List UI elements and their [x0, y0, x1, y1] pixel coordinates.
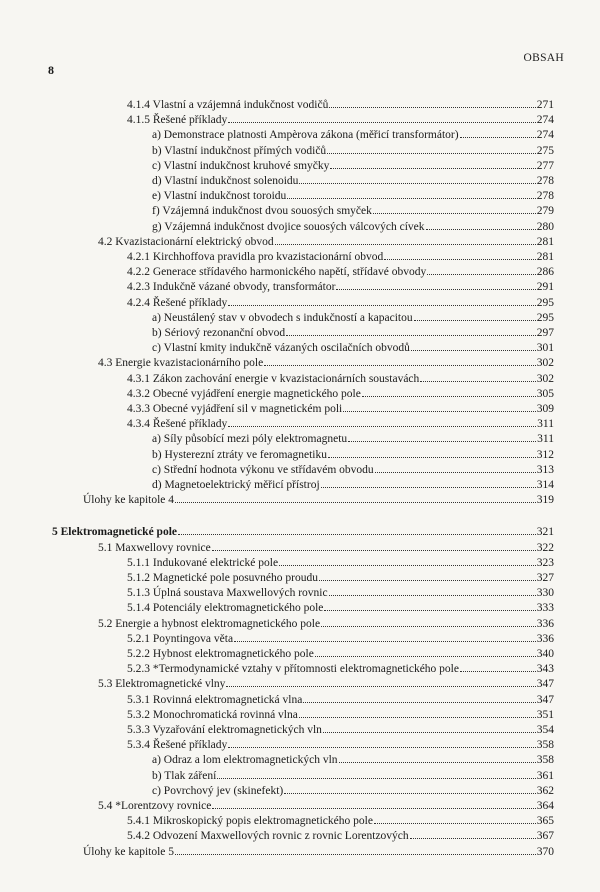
- toc-leader-dots: [212, 540, 536, 551]
- toc-leader-dots: [411, 340, 536, 351]
- toc-entry: [152, 173, 554, 187]
- toc-entry: [152, 310, 554, 324]
- toc-entry-title: f) Vzájemná indukčnost dvou souosých smyček: [152, 205, 372, 218]
- toc-entry-title: 4.3.3 Obecné vyjádření sil v magnetickém poli: [127, 403, 343, 415]
- toc-entry-title: 5.1 Maxwellovy rovnice: [98, 541, 211, 554]
- toc-leader-dots: [384, 249, 536, 260]
- toc-leader-dots: [287, 188, 535, 199]
- toc-leader-dots: [175, 492, 536, 503]
- toc-leader-dots: [343, 401, 536, 412]
- toc-leader-dots: [374, 813, 536, 824]
- toc-entry-title: 5.1.1 Indukované elektrické pole: [127, 556, 279, 569]
- toc-entry-title: b) Hysterezní ztráty ve feromagnetiku: [152, 448, 327, 461]
- toc-entry: [127, 555, 554, 569]
- toc-entry: [98, 616, 554, 630]
- toc-leader-dots: [264, 355, 536, 366]
- toc-entry: [152, 752, 554, 766]
- toc-entry-title: a) Odraz a lom elektromagnetických vln: [152, 754, 338, 767]
- toc-entry-title: 5.4 *Lorentzovy rovnice: [98, 800, 212, 812]
- toc-leader-dots: [328, 447, 536, 458]
- toc-entry: [127, 661, 554, 675]
- toc-entry: [127, 585, 554, 599]
- page-number: 8: [48, 63, 54, 77]
- toc-entry: [98, 355, 554, 369]
- toc-entry-page: 327: [536, 572, 554, 584]
- toc-entry: [152, 127, 554, 141]
- toc-entry-page: 280: [536, 220, 554, 233]
- toc-entry: [127, 112, 554, 126]
- toc-entry: [98, 676, 554, 690]
- toc-entry: [127, 401, 554, 415]
- toc-entry-page: 295: [536, 311, 554, 324]
- toc-entry-title: 4.1.5 Řešené příklady: [127, 114, 228, 127]
- toc-entry-title: 5.3 Elektromagnetické vlny: [98, 678, 226, 691]
- toc-entry-page: 362: [536, 784, 554, 797]
- toc-entry-page: 361: [536, 769, 554, 782]
- toc-entry-page: 347: [536, 693, 554, 706]
- toc-leader-dots: [460, 127, 536, 138]
- toc-entry-title: c) Střední hodnota výkonu ve střídavém obvodu: [152, 463, 374, 476]
- toc-entry-page: 311: [537, 418, 554, 431]
- toc-entry-page: 274: [536, 114, 554, 127]
- toc-entry-title: b) Sériový rezonanční obvod: [152, 327, 286, 339]
- toc-entry-title: 4.2.1 Kirchhoffova pravidla pro kvazistacionární obvod: [127, 251, 384, 263]
- toc-entry: [127, 295, 554, 309]
- toc-entry-page: 365: [536, 815, 554, 828]
- toc-entry: [98, 540, 554, 554]
- toc-entry-page: 305: [536, 387, 554, 400]
- toc-leader-dots: [319, 570, 536, 581]
- toc-entry-title: 5.1.2 Magnetické pole posuvného proudu: [127, 572, 318, 584]
- toc-entry-page: 364: [536, 800, 554, 812]
- toc-entry-page: 281: [536, 251, 554, 263]
- toc-leader-dots: [228, 295, 535, 306]
- toc-entry-title: 5.4.1 Mikroskopický popis elektromagnetického pole: [127, 815, 373, 828]
- toc-entry-title: 5.1.4 Potenciály elektromagnetického pole: [127, 602, 324, 615]
- toc-entry: [52, 524, 554, 538]
- toc-entry-title: 5.1.3 Úplná soustava Maxwellových rovnic: [127, 587, 328, 600]
- toc-entry: [127, 737, 554, 751]
- toc-entry: [83, 844, 554, 858]
- toc-entry-page: 297: [536, 327, 554, 339]
- toc-entry: [127, 813, 554, 827]
- toc-leader-dots: [315, 646, 536, 657]
- toc-entry-page: 312: [536, 448, 554, 461]
- toc-entry: [127, 97, 554, 111]
- toc-entry-title: 5.4.2 Odvození Maxwellových rovnic z rovnic Lorentzových: [127, 830, 409, 843]
- toc-entry-page: 333: [536, 602, 554, 615]
- toc-entry: [127, 692, 554, 706]
- toc-entry: [127, 707, 554, 721]
- toc-entry-page: 322: [536, 541, 554, 554]
- toc-leader-dots: [330, 158, 535, 169]
- toc-entry-page: 309: [536, 403, 554, 415]
- toc-entry-title: 4.3 Energie kvazistacionárního pole: [98, 357, 264, 370]
- toc-leader-dots: [284, 783, 535, 794]
- toc-entry-page: 281: [536, 235, 554, 248]
- toc-entry: [152, 783, 554, 797]
- toc-entry: [127, 722, 554, 736]
- toc-entry-page: 358: [536, 754, 554, 767]
- toc-entry-title: 5 Elektromagnetické pole: [52, 526, 177, 539]
- toc-entry-title: 5.3.4 Řešené příklady: [127, 739, 228, 752]
- toc-entry-title: 4.3.4 Řešené příklady: [127, 418, 228, 431]
- toc-entry-title: 4.3.2 Obecné vyjádření energie magnetického pole: [127, 387, 361, 400]
- toc-entry-page: 275: [536, 144, 554, 157]
- toc-entry-page: 330: [536, 587, 554, 600]
- toc-entry-title: c) Vlastní kmity indukčně vázaných oscilačních obvodů: [152, 342, 410, 355]
- toc-entry: [152, 477, 554, 491]
- toc-leader-dots: [323, 722, 536, 733]
- toc-entry: [152, 325, 554, 339]
- toc-entry: [98, 798, 554, 812]
- toc-leader-dots: [228, 416, 536, 427]
- toc-entry-title: d) Magnetoelektrický měřicí přístroj: [152, 479, 320, 491]
- toc-entry-page: 321: [536, 526, 554, 539]
- toc-entry-title: Úlohy ke kapitole 4: [83, 494, 175, 507]
- toc-entry-page: 358: [536, 739, 554, 752]
- toc-entry: [127, 828, 554, 842]
- toc-leader-dots: [362, 386, 536, 397]
- toc-entry-page: 301: [536, 342, 554, 355]
- toc-entry: [152, 462, 554, 476]
- toc-leader-dots: [324, 600, 535, 611]
- toc-leader-dots: [410, 828, 536, 839]
- toc-entry-title: 5.3.1 Rovinná elektromagnetická vlna: [127, 693, 303, 706]
- toc-entry-title: 4.1.4 Vlastní a vzájemná indukčnost vodičů: [127, 99, 329, 111]
- toc-entry-page: 340: [536, 648, 554, 660]
- toc-leader-dots: [178, 524, 536, 535]
- toc-entry: [98, 234, 554, 248]
- toc-entry-page: 314: [536, 479, 554, 491]
- toc-leader-dots: [286, 325, 536, 336]
- toc-leader-dots: [226, 676, 535, 687]
- toc-leader-dots: [212, 798, 535, 809]
- toc-entry-title: 4.2.3 Indukčně vázané obvody, transformátor: [127, 281, 336, 294]
- toc-entry-title: c) Vlastní indukčnost kruhové smyčky: [152, 159, 330, 172]
- toc-entry-page: 354: [536, 724, 554, 736]
- toc-entry: [152, 143, 554, 157]
- toc-entry-title: d) Vlastní indukčnost solenoidu: [152, 175, 299, 187]
- toc-leader-dots: [327, 143, 536, 154]
- toc-entry: [127, 386, 554, 400]
- toc-leader-dots: [427, 264, 536, 275]
- toc-entry-page: 343: [536, 663, 554, 676]
- toc-leader-dots: [329, 585, 536, 596]
- toc-entry-page: 370: [536, 845, 554, 858]
- toc-leader-dots: [426, 219, 536, 230]
- toc-entry-title: b) Tlak záření: [152, 769, 217, 782]
- toc-leader-dots: [175, 844, 536, 855]
- toc-leader-dots: [339, 752, 536, 763]
- toc-leader-dots: [299, 707, 536, 718]
- toc-entry: [152, 768, 554, 782]
- toc-entry: [152, 431, 554, 445]
- toc-entry-page: 286: [536, 266, 554, 279]
- toc-entry-page: 347: [536, 678, 554, 691]
- toc-entry: [127, 646, 554, 660]
- toc-entry-page: 313: [536, 463, 554, 476]
- toc-entry-page: 302: [536, 372, 554, 385]
- toc-entry-title: 4.2 Kvazistacionární elektrický obvod: [98, 235, 274, 248]
- toc-leader-dots: [299, 173, 535, 184]
- toc-leader-dots: [228, 737, 535, 748]
- toc-entry: [152, 188, 554, 202]
- toc-leader-dots: [373, 203, 536, 214]
- toc-entry-page: 277: [536, 159, 554, 172]
- toc-entry-title: 5.2.3 *Termodynamické vztahy v přítomnosti elektromagnetického pole: [127, 663, 459, 676]
- toc-entry-page: 278: [536, 190, 554, 203]
- toc-entry-title: 5.2.2 Hybnost elektromagnetického pole: [127, 648, 314, 660]
- toc-entry: [127, 371, 554, 385]
- toc-entry: [83, 492, 554, 506]
- toc-entry-title: a) Demonstrace platnosti Ampèrova zákona (měřicí transformátor): [152, 129, 459, 142]
- toc-leader-dots: [228, 112, 535, 123]
- toc-entry: [152, 447, 554, 461]
- toc-entry-title: a) Neustálený stav v obvodech s indukčností a kapacitou: [152, 311, 413, 324]
- toc-leader-dots: [460, 661, 536, 672]
- toc-leader-dots: [217, 768, 535, 779]
- toc-leader-dots: [414, 310, 536, 321]
- toc-entry: [127, 631, 554, 645]
- toc-entry-title: b) Vlastní indukčnost přímých vodičů: [152, 144, 327, 157]
- toc-entry-title: a) Síly působící mezi póly elektromagnetu: [152, 433, 348, 446]
- toc-entry: [152, 219, 554, 233]
- toc-entry: [127, 570, 554, 584]
- toc-entry-page: 291: [536, 281, 554, 294]
- toc-entry-page: 351: [536, 708, 554, 721]
- toc-entry-title: 4.2.4 Řešené příklady: [127, 296, 228, 309]
- toc-entry-page: 336: [536, 632, 554, 645]
- running-head: OBSAH: [523, 52, 564, 64]
- toc-leader-dots: [321, 616, 536, 627]
- toc-entry-page: 323: [536, 556, 554, 569]
- toc-entry: [127, 279, 554, 293]
- toc-entry-title: 5.3.2 Monochromatická rovinná vlna: [127, 708, 298, 721]
- toc-entry-page: 302: [536, 357, 554, 370]
- toc-entry-page: 274: [536, 129, 554, 142]
- toc-entry-title: Úlohy ke kapitole 5: [83, 845, 175, 858]
- toc-leader-dots: [336, 279, 535, 290]
- toc-leader-dots: [321, 477, 536, 488]
- toc-leader-dots: [348, 431, 536, 442]
- toc-entry-title: 5.2 Energie a hybnost elektromagnetického pole: [98, 617, 321, 630]
- toc-entry: [152, 158, 554, 172]
- toc-entry: [127, 264, 554, 278]
- toc-entry-page: 336: [536, 617, 554, 630]
- toc-leader-dots: [279, 555, 536, 566]
- toc-leader-dots: [275, 234, 536, 245]
- toc-entry-title: 4.2.2 Generace střídavého harmonického napětí, střídavé obvody: [127, 266, 427, 279]
- toc-entry: [127, 249, 554, 263]
- toc-entry-title: e) Vlastní indukčnost toroidu: [152, 190, 287, 203]
- toc-entry-title: g) Vzájemná indukčnost dvojice souosých válcových cívek: [152, 220, 425, 233]
- toc-entry-title: 5.2.1 Poyntingova věta: [127, 632, 234, 645]
- toc-entry-page: 295: [536, 296, 554, 309]
- toc-entry-page: 279: [536, 205, 554, 218]
- toc-entry-page: 367: [536, 830, 554, 843]
- toc-entry: [152, 203, 554, 217]
- toc-leader-dots: [303, 692, 535, 703]
- toc-entry-title: 5.3.3 Vyzařování elektromagnetických vln: [127, 724, 322, 736]
- toc-entry-page: 319: [536, 494, 554, 507]
- toc-entry-page: 311: [537, 433, 554, 446]
- toc-entry: [152, 340, 554, 354]
- toc-entry-title: c) Povrchový jev (skinefekt): [152, 784, 284, 797]
- toc-entry: [127, 600, 554, 614]
- toc-entry-page: 278: [536, 175, 554, 187]
- toc-entry-page: 271: [536, 99, 554, 111]
- toc-entry: [127, 416, 554, 430]
- toc-leader-dots: [234, 631, 536, 642]
- toc-leader-dots: [329, 97, 535, 108]
- toc-leader-dots: [375, 462, 536, 473]
- toc-entry-title: 4.3.1 Zákon zachování energie v kvazistacionárních soustavách: [127, 372, 420, 385]
- toc-leader-dots: [420, 371, 535, 382]
